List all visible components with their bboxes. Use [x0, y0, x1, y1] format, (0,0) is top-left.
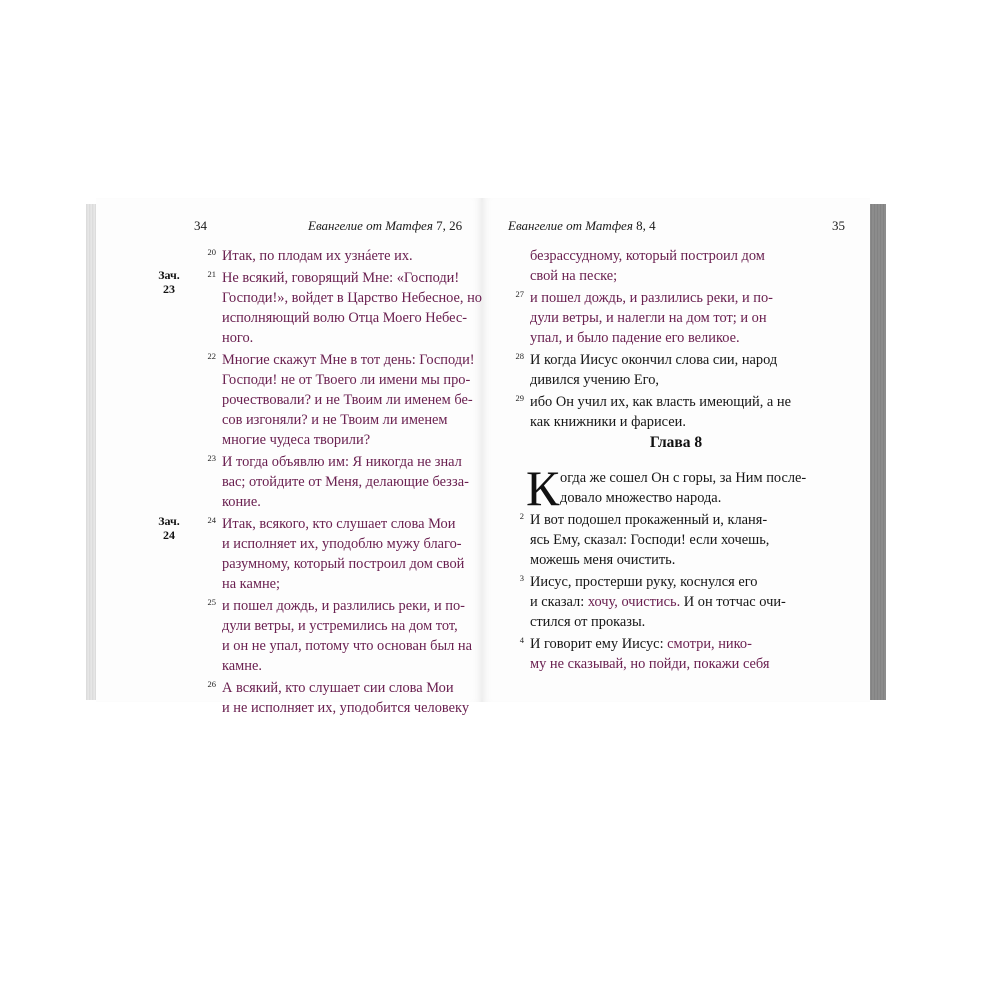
verse-line: вас; отойдите от Меня, делающие безза-: [222, 474, 469, 490]
verse-text: И он тотчас очи-: [680, 594, 786, 610]
left-running-head: [308, 218, 462, 234]
verse-line: [530, 592, 806, 612]
verse-number: 29: [515, 393, 524, 403]
verse-line: коние.: [222, 494, 261, 510]
verse-text: И говорит ему Иисус:: [530, 636, 668, 652]
right-running-title: Евангелие от Матфея: [508, 218, 633, 233]
verse-line: Иисус, простерши руку, коснулся его: [530, 574, 758, 590]
verse-8-4: [519, 634, 806, 674]
verse: [515, 350, 791, 390]
left-running-title: Евангелие от Матфея: [308, 218, 433, 233]
christ-words: хочу, очистись.: [587, 594, 681, 610]
verse-line: безрассудному, который построил дом: [530, 248, 765, 264]
christ-words: смотри, нико-: [667, 636, 752, 652]
verse-number: 28: [515, 351, 524, 361]
verse-number: 22: [207, 351, 216, 361]
zachalo-marker: [146, 514, 192, 542]
verse-line: Итак, всякого, кто слушает слова Мои: [222, 516, 456, 532]
verse-line: И когда Иисус окончил слова сии, народ: [530, 352, 778, 368]
verse-number: 23: [207, 453, 216, 463]
verse-number: 4: [519, 635, 524, 645]
verse-line: как книжники и фарисеи.: [530, 414, 686, 430]
verse-line: Итак, по плодам их узнáете их.: [222, 248, 413, 264]
zachalo-text: 23: [163, 282, 175, 296]
verse-line: стился от проказы.: [530, 614, 646, 630]
verse-line: А всякий, кто слушает сии слова Мои: [222, 680, 454, 696]
verse: [515, 392, 791, 432]
verse-text: и сказал:: [530, 594, 588, 610]
verse-line: рочествовали? и не Твоим ли именем бе-: [222, 392, 473, 408]
verse-line: дули ветры, и налегли на дом тот; и он: [530, 310, 767, 326]
right-top-text: [515, 246, 791, 434]
verse-line: [530, 634, 806, 654]
verse: [207, 246, 482, 266]
verse: [207, 452, 482, 512]
left-text-block: [158, 246, 483, 720]
verse-line: можешь меня очистить.: [530, 552, 676, 568]
chapter-title: Глава 8: [649, 434, 703, 451]
zachalo-text: 24: [163, 528, 175, 542]
verse: [158, 514, 482, 594]
verse: [530, 246, 791, 286]
verse-line: и пошел дождь, и разлились реки, и по-: [222, 598, 465, 614]
chapter-8-text: [519, 460, 807, 676]
verse-number: 24: [207, 515, 216, 525]
verse-line: огда же сошел Он с горы, за Ним после-: [560, 470, 807, 486]
right-running-head: [508, 218, 656, 234]
verse-number: 21: [207, 269, 216, 279]
verse-line: ного.: [222, 330, 254, 346]
right-page-edges: [870, 204, 886, 700]
verse-8-2: [519, 510, 806, 570]
verse-line: многие чудеса творили?: [222, 432, 371, 448]
verse-line: Господи!», войдет в Царство Небесное, но: [222, 290, 483, 306]
zachalo-text: Зач.: [158, 268, 180, 282]
verse-line: сов изгоняли? и не Твоим ли именем: [222, 412, 448, 428]
verse-number: 2: [519, 511, 524, 521]
verse-line: и не исполняет их, уподобится человеку: [222, 700, 470, 716]
verse: [158, 268, 483, 348]
open-book: [86, 198, 886, 716]
verse-number: 25: [207, 597, 216, 607]
verse: [207, 678, 482, 718]
verse: [515, 288, 791, 348]
verse-line: на камне;: [222, 576, 281, 592]
verse-line: упал, и было падение его великое.: [530, 330, 740, 346]
verse-line: разумному, который построил дом свой: [222, 556, 465, 572]
verse-line: Не всякий, говорящий Мне: «Господи!: [222, 270, 460, 286]
drop-cap: К: [526, 460, 560, 516]
verse: [207, 596, 482, 676]
verse-line: исполняющий волю Отца Моего Небес-: [222, 310, 468, 326]
verse-line: и исполняет их, уподоблю мужу благо-: [222, 536, 462, 552]
verse-line: свой на песке;: [530, 268, 618, 284]
verse-line: дивился учению Его,: [530, 372, 660, 388]
verse-8-3: [519, 572, 806, 632]
verse-line: И вот подошел прокаженный и, кланя-: [530, 512, 768, 528]
left-page-number: 34: [194, 218, 207, 233]
verse-number: 3: [519, 573, 524, 583]
verse-number: 27: [515, 289, 524, 299]
verse-line: му не сказывай, но пойди, покажи себя: [530, 656, 770, 672]
verse-line: камне.: [222, 658, 262, 674]
right-page: [482, 198, 870, 702]
verse-line: и он не упал, потому что основан был на: [222, 638, 473, 654]
verse: [207, 350, 482, 450]
verse-line: Многие скажут Мне в тот день: Господи!: [222, 352, 475, 368]
zachalo-marker: [146, 268, 192, 296]
verse-line: И тогда объявлю им: Я никогда не знал: [222, 454, 462, 470]
right-running-ref: 8, 4: [636, 218, 656, 233]
verse-line: и пошел дождь, и разлились реки, и по-: [530, 290, 773, 306]
verse-line: ибо Он учил их, как власть имеющий, а не: [530, 394, 791, 410]
verse-line: ясь Ему, сказал: Господи! если хочешь,: [530, 532, 770, 548]
verse-line: Господи! не от Твоего ли имени мы про-: [222, 372, 471, 388]
verse-number: 26: [207, 679, 216, 689]
verse-number: 20: [207, 247, 216, 257]
verse-line: довало множество народа.: [560, 490, 722, 506]
left-running-ref: 7, 26: [436, 218, 463, 233]
zachalo-text: Зач.: [158, 514, 180, 528]
left-page: [96, 198, 483, 716]
right-page-number: 35: [832, 218, 845, 233]
verse-line: дули ветры, и устремились на дом тот,: [222, 618, 458, 634]
verse-8-1: [526, 460, 807, 516]
